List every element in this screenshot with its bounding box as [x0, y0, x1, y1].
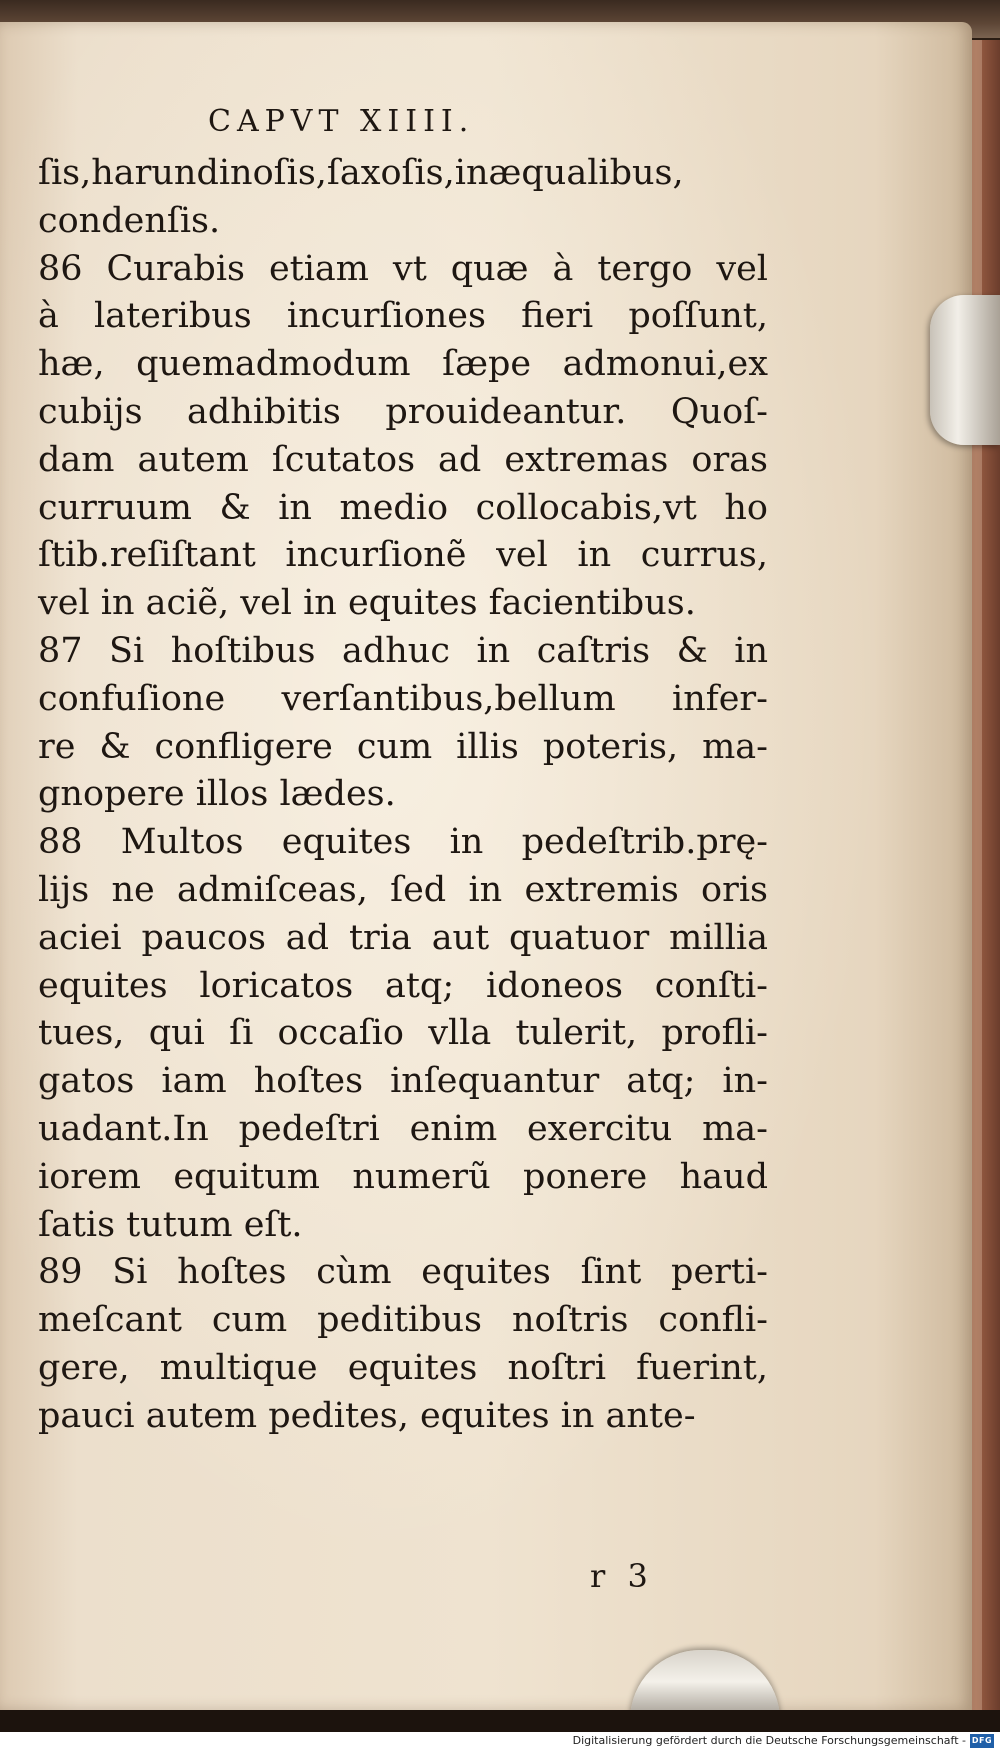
text-line: 89 Si hoſtes cùm equites ſint perti-: [38, 1252, 768, 1293]
body-text: [38, 150, 768, 1441]
text-line: tues, qui ſi occaſio vlla tulerit, profli-: [38, 1013, 768, 1054]
dfg-logo: DFG: [970, 1734, 994, 1748]
text-line: dam autem ſcutatos ad extremas oras: [38, 439, 768, 480]
text-line: 88 Multos equites in pedeſtrib.prę-: [38, 822, 768, 863]
text-line: uadant.In pedeſtri enim exercitu ma-: [38, 1108, 768, 1149]
text-line: meſcant cum peditibus noſtris confli-: [38, 1300, 768, 1341]
text-line: confuſione verſantibus,bellum infer-: [38, 678, 768, 719]
page-edge-highlight: [972, 40, 982, 1710]
text-line: iorem equitum numerũ ponere haud: [38, 1156, 768, 1197]
text-line: re & confligere cum illis poteris, ma-: [38, 726, 768, 767]
text-line: pauci autem pedites, equites in ante-: [38, 1395, 696, 1436]
text-line: condenſis.: [38, 200, 221, 241]
text-line: curruum & in medio collocabis,vt ho: [38, 487, 768, 528]
text-line: ſatis tutum eſt.: [38, 1204, 303, 1245]
page-clip-side: [930, 295, 1000, 445]
text-line: hæ, quemadmodum ſæpe admonui,ex: [38, 344, 768, 385]
text-line: ſtib.reſiſtant incurſionẽ vel in currus,: [38, 535, 768, 576]
text-line: gatos iam hoſtes inſequantur atq; in-: [38, 1061, 768, 1102]
text-line: 87 Si hoſtibus adhuc in caſtris & in: [38, 630, 768, 671]
digitization-credit: Digitalisierung gefördert durch die Deutsche Forschungsgemeinschaft -: [572, 1734, 966, 1747]
running-head: CAPVT XIIII.: [208, 104, 475, 139]
text-line: ſis,harundinoſis,ſaxoſis,inæqualibus,: [38, 153, 684, 193]
text-line: 86 Curabis etiam vt quæ à tergo vel: [38, 248, 768, 289]
text-line: cubijs adhibitis prouideantur. Quoſ-: [38, 391, 768, 432]
book-page: [0, 22, 972, 1710]
text-line: vel in aciẽ, vel in equites facientibus.: [38, 583, 696, 624]
text-line: aciei paucos ad tria aut quatuor millia: [38, 917, 768, 958]
digitization-footer: [0, 1732, 1000, 1750]
text-line: equites loricatos atq; idoneos conſti-: [38, 965, 768, 1006]
signature-mark: r 3: [590, 1557, 654, 1595]
text-line: lijs ne admiſceas, ſed in extremis oris: [38, 869, 768, 910]
text-line: à lateribus incurſiones fieri poſſunt,: [38, 296, 768, 337]
scan-bottom-border: [0, 1710, 1000, 1732]
text-line: gere, multique equites noſtri fuerint,: [38, 1347, 768, 1388]
text-line: gnopere illos lædes.: [38, 774, 396, 815]
